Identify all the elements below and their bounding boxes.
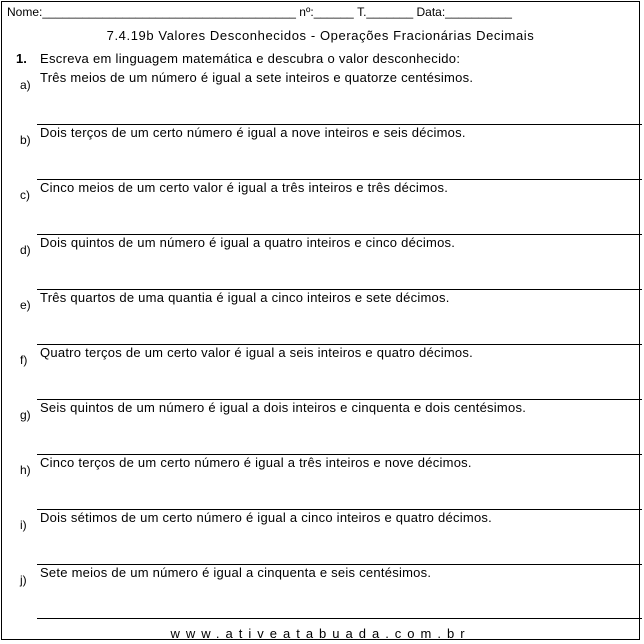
item-text: Três quartos de uma quantia é igual a cinco inteiros e sete décimos.: [40, 290, 450, 305]
number-label: nº:: [299, 5, 314, 19]
item-text: Sete meios de um número é igual a cinquenta e seis centésimos.: [40, 565, 432, 580]
number-field: ______: [313, 5, 354, 19]
item-letter: c): [20, 188, 30, 202]
footer-url: www.ativeatabuada.com.br: [170, 626, 471, 641]
header-fields: [7, 5, 512, 19]
item-text: Dois quintos de um número é igual a quatro inteiros e cinco décimos.: [40, 235, 456, 250]
item-text: Cinco terços de um certo número é igual a três inteiros e nove décimos.: [40, 455, 472, 470]
item-letter: g): [20, 408, 31, 422]
item-text: Dois sétimos de um certo número é igual a cinco inteiros e quatro décimos.: [40, 510, 493, 525]
name-label: Nome:: [7, 5, 43, 19]
question-number: 1.: [16, 51, 27, 66]
item-letter: e): [20, 298, 31, 312]
item-text: Cinco meios de um certo valor é igual a três inteiros e três décimos.: [40, 180, 449, 195]
item-letter: b): [20, 133, 31, 147]
item-text: Seis quintos de um número é igual a dois inteiros e cinquenta e dois centésimos.: [40, 400, 527, 415]
worksheet: [1, 1, 640, 640]
page-title: 7.4.19b Valores Desconhecidos - Operações Fracionárias Decimais: [106, 28, 535, 43]
item-text: Quatro terços de um certo valor é igual a seis inteiros e quatro décimos.: [40, 345, 474, 360]
date-label: Data:: [416, 5, 446, 19]
item-text: Três meios de um número é igual a sete inteiros e quatorze centésimos.: [40, 70, 474, 85]
item-letter: a): [20, 78, 31, 92]
answer-line: [37, 618, 642, 619]
item-text: Dois terços de um certo número é igual a nove inteiros e seis décimos.: [40, 125, 466, 140]
name-field: ______________________________________: [42, 5, 296, 19]
question-text: Escreva em linguagem matemática e descubra o valor desconhecido:: [40, 51, 461, 66]
item-letter: j): [20, 573, 27, 587]
date-field: __________: [445, 5, 512, 19]
class-label: T.: [357, 5, 367, 19]
item-letter: i): [20, 518, 27, 532]
class-field: _______: [366, 5, 414, 19]
item-letter: d): [20, 243, 31, 257]
item-letter: h): [20, 463, 31, 477]
item-letter: f): [20, 353, 28, 367]
